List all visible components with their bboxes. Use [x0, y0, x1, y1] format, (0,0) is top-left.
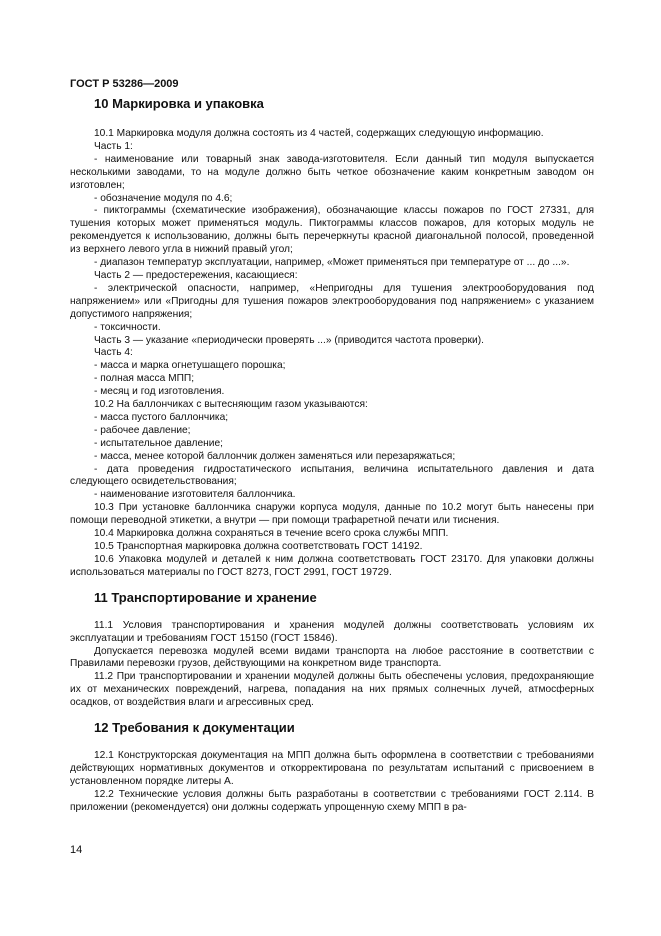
paragraph: 10.4 Маркировка должна сохраняться в течение всего срока службы МПП.: [94, 528, 449, 540]
paragraph: 10.2 На баллончиках с вытесняющим газом указываются:: [94, 399, 368, 411]
paragraph: 10.6 Упаковка модулей и деталей к ним должна соответствовать ГОСТ 23170. Для упаковки должны использоваться материалы по ГОСТ 8273, ГОСТ 2991, ГОСТ 19729.: [70, 553, 594, 578]
paragraph: - диапазон температур эксплуатации, например, «Может применяться при температуре от ... до ...».: [94, 257, 570, 269]
section-marking: [70, 96, 594, 580]
paragraph: 10.5 Транспортная маркировка должна соответствовать ГОСТ 14192.: [94, 541, 423, 552]
paragraph: - испытательное давление;: [94, 437, 223, 449]
paragraph: Часть 1:: [94, 140, 133, 152]
paragraph: 10.3 При установке баллончика снаружи корпуса модуля, данные по 10.2 могут быть нанесены при помощи переводной этикетки, а внутри — при помощи трафаретной печати или тиснения.: [70, 502, 594, 527]
paragraph: - наименование или товарный знак завода-изготовителя. Если данный тип модуля выпускается несколькими заводами, то на модуле должно быть четкое обозначение каким конкретным заводом он изготовлен;: [70, 153, 594, 191]
paragraph: Часть 3 — указание «периодически проверять ...» (приводится частота проверки).: [94, 334, 484, 346]
paragraph: Часть 4:: [94, 347, 133, 359]
paragraph: - месяц и год изготовления.: [94, 386, 225, 398]
section-transport: [70, 590, 594, 710]
paragraph: - токсичности.: [94, 321, 161, 333]
paragraph: - масса пустого баллончика;: [94, 411, 229, 423]
paragraph: - пиктограммы (схематические изображения), обозначающие классы пожаров по ГОСТ 27331, для тушения которых может применяться модуль. Пиктограммы классов пожаров, для которых модуль не рекомендуется к использованию, должны быть перечеркнуты красной диагональной полосой, проведенной из верхнего левого угла в нижний правый угол;: [70, 205, 594, 256]
paragraph: - рабочее давление;: [94, 424, 191, 436]
paragraph: 12.2 Технические условия должны быть разработаны в соответствии с требованиями ГОСТ 2.114. В приложении (рекомендуется) они должны содержать упрощенную схему МПП в ра-: [70, 788, 594, 813]
paragraph: 11.1 Условия транспортирования и хранения модулей должны соответствовать условиям их эксплуатации и требованиям ГОСТ 15150 (ГОСТ 15846).: [70, 619, 594, 644]
paragraph: - масса и марка огнетушащего порошка;: [94, 360, 286, 372]
page-body: [70, 96, 594, 815]
paragraph: - электрической опасности, например, «Непригодны для тушения электрооборудования под напряжением» или «Пригодны для тушения пожаров электрооборудования под напряжением» с указанием допустимого напряжения;: [70, 282, 594, 320]
page-header: ГОСТ Р 53286—2009: [70, 78, 179, 90]
paragraph: 10.1 Маркировка модуля должна состоять из 4 частей, содержащих следующую информацию.: [94, 128, 544, 139]
paragraph: 11.2 При транспортировании и хранении модулей должны быть обеспечены условия, предохраняющие их от механических повреждений, нагрева, попадания на них прямых солнечных лучей, атмосферных осадков, от воздействия влаги и агрессивных сред.: [70, 671, 594, 709]
paragraph: - масса, менее которой баллончик должен заменяться или перезаряжаться;: [94, 450, 456, 462]
section-documentation: [70, 720, 594, 815]
paragraph: - дата проведения гидростатического испытания, величина испытательного давления и дата следующего освидетельствования;: [70, 463, 594, 488]
section-title: 11 Транспортирование и хранение: [94, 589, 317, 605]
page-number: 14: [70, 844, 83, 856]
paragraph: - наименование изготовителя баллончика.: [94, 489, 296, 501]
paragraph: - обозначение модуля по 4.6;: [94, 192, 233, 204]
paragraph: Часть 2 — предостережения, касающиеся:: [94, 269, 298, 281]
paragraph: - полная масса МПП;: [94, 373, 195, 385]
paragraph: Допускается перевозка модулей всеми видами транспорта на любое расстояние в соответствии с Правилами перевозки грузов, действующими на конкретном виде транспорта.: [70, 645, 594, 670]
section-title: 12 Требования к документации: [94, 720, 295, 736]
paragraph: 12.1 Конструкторская документация на МПП должна быть оформлена в соответствии с требованиями действующих нормативных документов и откорректирована по результатам испытаний с присвоением в установленном порядке литеры А.: [70, 750, 594, 787]
section-title: 10 Маркировка и упаковка: [94, 96, 264, 111]
